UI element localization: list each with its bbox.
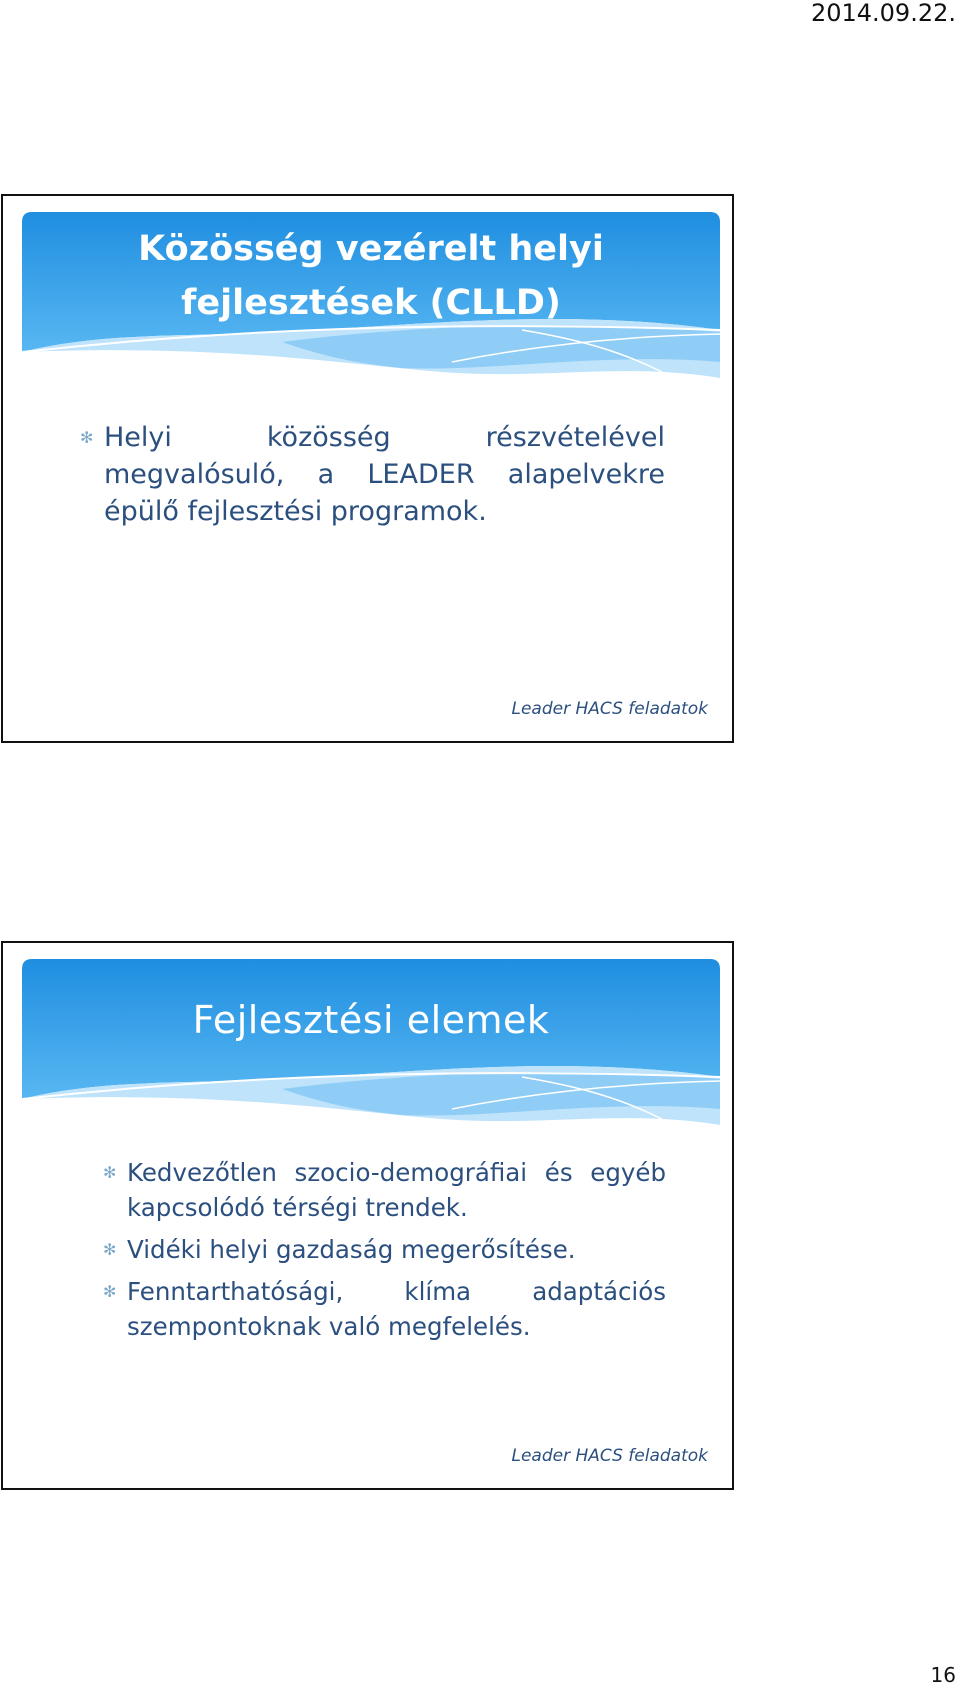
page-number: 16 [930, 1663, 956, 1687]
slide-1-footer: Leader HACS feladatok [511, 699, 708, 719]
bullet-star-icon: ✻ [103, 1240, 117, 1259]
slide-1-title: Közösség vezérelt helyi fejlesztések (CLLD) [138, 229, 604, 323]
bullet-star-icon: ✻ [80, 428, 94, 447]
bullet-item: ✻ Helyi közösség részvételével megvalósuló, a LEADER alapelvekre épülő fejlesztési programok. [83, 419, 665, 530]
slide-2-footer: Leader HACS feladatok [511, 1446, 708, 1466]
bullet-item: ✻ Vidéki helyi gazdaság megerősítése. [106, 1232, 666, 1267]
bullet-star-icon: ✻ [103, 1163, 117, 1182]
bullet-star-icon: ✻ [103, 1282, 117, 1301]
slide-2-body [103, 1155, 666, 1351]
slide-1 [1, 194, 734, 743]
slide-1-header [22, 212, 720, 378]
bullet-item: ✻ Kedvezőtlen szocio-demográfiai és egyéb kapcsolódó térségi trendek. [106, 1155, 666, 1225]
slide-2-header [22, 959, 720, 1125]
slide-1-body [80, 419, 665, 537]
slide-2-title: Fejlesztési elemek [192, 998, 550, 1042]
slide-2 [1, 941, 734, 1490]
bullet-item: ✻ Fenntarthatósági, klíma adaptációs szempontoknak való megfelelés. [106, 1274, 666, 1344]
page-date: 2014.09.22. [810, 0, 956, 27]
